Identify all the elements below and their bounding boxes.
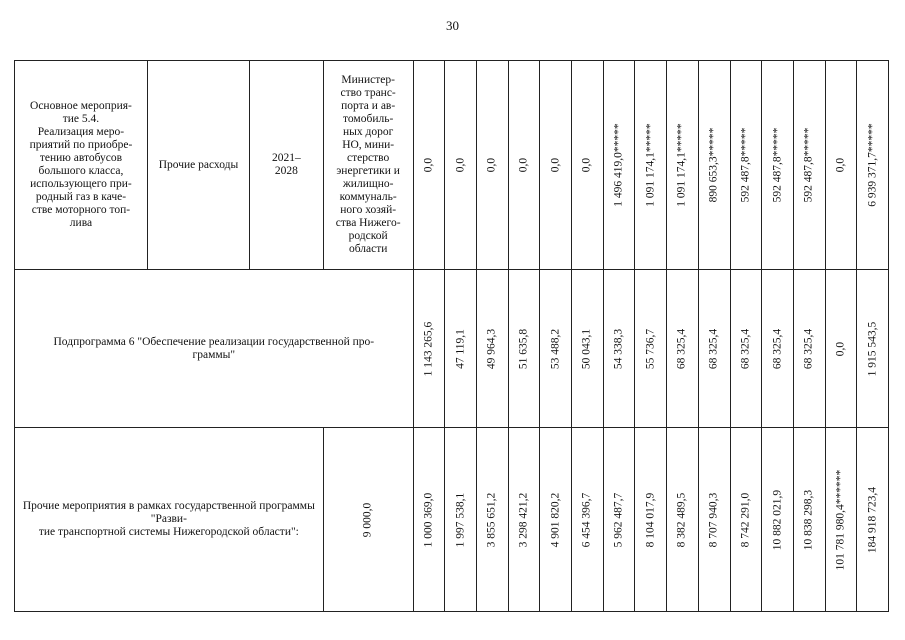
value-cell	[413, 270, 445, 428]
value-cell	[762, 61, 794, 270]
value-cell	[572, 428, 604, 612]
value-text: 1 143 265,6	[422, 321, 435, 376]
period: 2021– 2028	[272, 152, 301, 177]
value-text: 6 454 396,7	[580, 492, 593, 547]
value-text: 8 707 940,3	[707, 492, 720, 547]
value-cell	[730, 428, 762, 612]
value-cell	[857, 428, 889, 612]
value-text: 0,0	[517, 157, 530, 173]
expense-type: Прочие расходы	[158, 158, 239, 171]
value-text: 0,0	[549, 157, 562, 173]
value-cell	[857, 61, 889, 270]
value-text: 890 653,3*****	[707, 127, 720, 203]
value-cell	[323, 428, 413, 612]
value-cell	[477, 61, 509, 270]
value-text: 1 091 174,1*****	[644, 123, 657, 207]
value-text: 68 325,4	[675, 328, 688, 369]
value-cell	[825, 428, 857, 612]
value-text: 47 119,1	[454, 328, 467, 369]
value-cell	[793, 428, 825, 612]
value-cell	[540, 61, 572, 270]
value-cell	[857, 270, 889, 428]
value-cell	[477, 428, 509, 612]
value-text: 10 838 298,3	[802, 489, 815, 550]
table-row-measure-5-4	[15, 61, 889, 270]
value-cell	[698, 270, 730, 428]
value-text: 1 496 419,0*****	[612, 123, 625, 207]
value-text: 4 901 820,2	[549, 492, 562, 547]
period-cell	[250, 61, 324, 270]
subprogram-name: Подпрограмма 6 "Обеспечение реализации государственной про- граммы"	[53, 335, 375, 361]
value-cell	[635, 428, 667, 612]
other-measures-name: Прочие мероприятия в рамках государственной программы "Разви- тие транспортной системы Нижегородской области":	[22, 500, 315, 538]
value-text: 8 104 017,9	[644, 492, 657, 547]
value-cell	[698, 428, 730, 612]
value-text: 0,0	[454, 157, 467, 173]
value-cell	[825, 270, 857, 428]
value-cell	[445, 61, 477, 270]
value-text: 1 915 543,5	[866, 321, 879, 376]
other-measures-name-cell	[15, 428, 324, 612]
value-text: 68 325,4	[739, 328, 752, 369]
value-cell	[762, 428, 794, 612]
table-row-subprogram-6	[15, 270, 889, 428]
value-cell	[508, 428, 540, 612]
value-text: 10 882 021,9	[771, 489, 784, 550]
value-cell	[603, 61, 635, 270]
value-text: 9 000,0	[361, 502, 374, 537]
measure-name-cell	[15, 61, 148, 270]
value-cell	[667, 61, 699, 270]
value-cell	[635, 270, 667, 428]
value-text: 68 325,4	[771, 328, 784, 369]
value-cell	[730, 61, 762, 270]
value-text: 68 325,4	[802, 328, 815, 369]
value-text: 49 964,3	[485, 328, 498, 369]
value-cell	[793, 61, 825, 270]
value-cell	[445, 428, 477, 612]
value-cell	[793, 270, 825, 428]
value-text: 68 325,4	[707, 328, 720, 369]
value-cell	[698, 61, 730, 270]
executor-cell	[323, 61, 413, 270]
value-text: 8 382 489,5	[675, 492, 688, 547]
value-text: 0,0	[834, 341, 847, 356]
value-cell	[667, 428, 699, 612]
value-text: 592 487,8*****	[739, 127, 752, 203]
value-cell	[413, 428, 445, 612]
value-cell	[413, 61, 445, 270]
table-row-other-measures	[15, 428, 889, 612]
value-text: 54 338,3	[612, 328, 625, 369]
value-text: 0,0	[485, 157, 498, 173]
value-text: 592 487,8*****	[802, 127, 815, 203]
measure-name: Основное мероприя- тие 5.4. Реализация меро- приятий по приобре- тению автобусов большого класса, использующего при- родный газ в каче- стве моторного топ- лива	[29, 100, 133, 229]
value-text: 50 043,1	[580, 328, 593, 369]
value-cell	[762, 270, 794, 428]
value-cell	[603, 270, 635, 428]
subprogram-name-cell	[15, 270, 414, 428]
value-cell	[508, 270, 540, 428]
value-cell	[540, 428, 572, 612]
value-cell	[730, 270, 762, 428]
value-text: 184 918 723,4	[866, 486, 879, 553]
value-text: 3 298 421,2	[517, 492, 530, 547]
value-text: 3 855 651,2	[485, 492, 498, 547]
value-cell	[825, 61, 857, 270]
expense-type-cell	[147, 61, 249, 270]
value-text: 1 997 538,1	[454, 492, 467, 547]
value-cell	[635, 61, 667, 270]
value-text: 592 487,8*****	[771, 127, 784, 203]
value-cell	[540, 270, 572, 428]
value-text: 53 488,2	[549, 328, 562, 369]
value-text: 0,0	[834, 157, 847, 173]
value-text: 101 781 980,4******	[834, 469, 847, 570]
value-cell	[572, 61, 604, 270]
value-text: 1 000 369,0	[422, 492, 435, 547]
value-cell	[572, 270, 604, 428]
executor: Министер- ство транс- порта и ав- томобиль- ных дорог НО, мини- стерство энергетики и жилищно- коммуналь- ного хозяй- ства Нижего- родской области	[335, 74, 401, 255]
value-text: 51 635,8	[517, 328, 530, 369]
value-text: 0,0	[422, 157, 435, 173]
value-text: 5 962 487,7	[612, 492, 625, 547]
value-cell	[477, 270, 509, 428]
value-cell	[667, 270, 699, 428]
value-text: 6 939 371,7*****	[866, 123, 879, 207]
value-text: 1 091 174,1*****	[675, 123, 688, 207]
value-cell	[445, 270, 477, 428]
page-number: 30	[446, 18, 459, 33]
value-text: 0,0	[580, 157, 593, 173]
value-text: 8 742 291,0	[739, 492, 752, 547]
value-text: 55 736,7	[644, 328, 657, 369]
program-funding-table	[14, 60, 889, 612]
value-cell	[603, 428, 635, 612]
value-cell	[508, 61, 540, 270]
